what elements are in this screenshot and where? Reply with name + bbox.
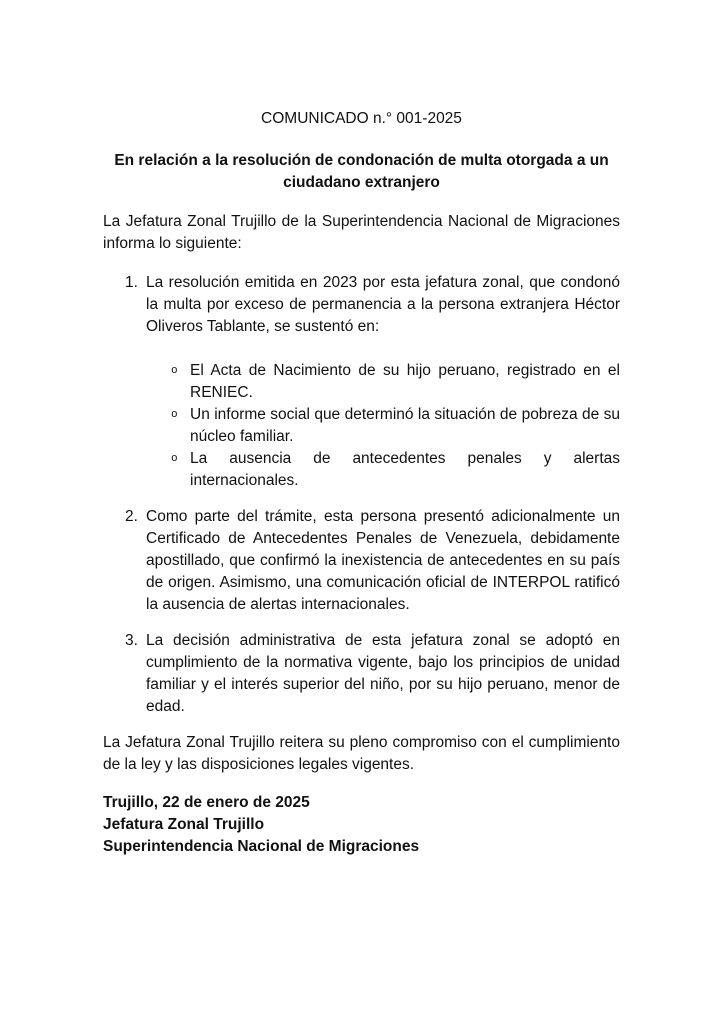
bullet-item bbox=[146, 360, 620, 404]
document-subtitle: En relación a la resolución de condonación de multa otorgada a un ciudadano extranjero bbox=[114, 152, 609, 191]
list-item bbox=[103, 630, 620, 718]
intro-paragraph: La Jefatura Zonal Trujillo de la Superintendencia Nacional de Migraciones informa lo siguiente: bbox=[103, 213, 620, 252]
signature-office: Jefatura Zonal Trujillo bbox=[103, 816, 265, 833]
bullet-marker: o bbox=[171, 365, 178, 377]
signature-block bbox=[103, 792, 620, 858]
bullet-marker: o bbox=[171, 409, 178, 421]
bullet-item bbox=[146, 448, 620, 492]
list-item-text: La resolución emitida en 2023 por esta jefatura zonal, que condonó la multa por exceso de permanencia a la persona extranjera Héctor Oliveros Tablante, se sustentó en: bbox=[146, 274, 620, 335]
list-item-number: 1. bbox=[125, 274, 138, 291]
signature-date: Trujillo, 22 de enero de 2025 bbox=[103, 794, 310, 811]
numbered-list bbox=[103, 272, 620, 718]
list-item-number: 3. bbox=[125, 632, 138, 649]
list-item-text: La decisión administrativa de esta jefatura zonal se adoptó en cumplimiento de la normativa vigente, bajo los principios de unidad familiar y el interés superior del niño, por su hijo peruano, menor de edad. bbox=[146, 632, 620, 715]
list-item-text: Como parte del trámite, esta persona presentó adicionalmente un Certificado de Antecedentes Penales de Venezuela, debidamente apostillado, que confirmó la inexistencia de antecedentes en su país de origen. Asimismo, una comunicación oficial de INTERPOL ratificó la ausencia de alertas internacionales. bbox=[146, 508, 620, 613]
bullet-sublist bbox=[146, 360, 620, 492]
bullet-item-text: El Acta de Nacimiento de su hijo peruano, registrado en el RENIEC. bbox=[190, 362, 620, 401]
document-title: COMUNICADO n.° 001-2025 bbox=[261, 110, 462, 127]
signature-institution: Superintendencia Nacional de Migraciones bbox=[103, 838, 420, 855]
list-item-number: 2. bbox=[125, 508, 138, 525]
closing-paragraph: La Jefatura Zonal Trujillo reitera su pleno compromiso con el cumplimiento de la ley y las disposiciones legales vigentes. bbox=[103, 734, 620, 773]
bullet-item-text: La ausencia de antecedentes penales y alertas internacionales. bbox=[190, 450, 620, 489]
list-item-body bbox=[146, 630, 620, 718]
list-item bbox=[103, 506, 620, 616]
list-item-body bbox=[146, 272, 620, 492]
list-item bbox=[103, 272, 620, 492]
list-item-body bbox=[146, 506, 620, 616]
bullet-item bbox=[146, 404, 620, 448]
bullet-marker: o bbox=[171, 453, 178, 465]
bullet-item-text: Un informe social que determinó la situación de pobreza de su núcleo familiar. bbox=[190, 406, 620, 445]
